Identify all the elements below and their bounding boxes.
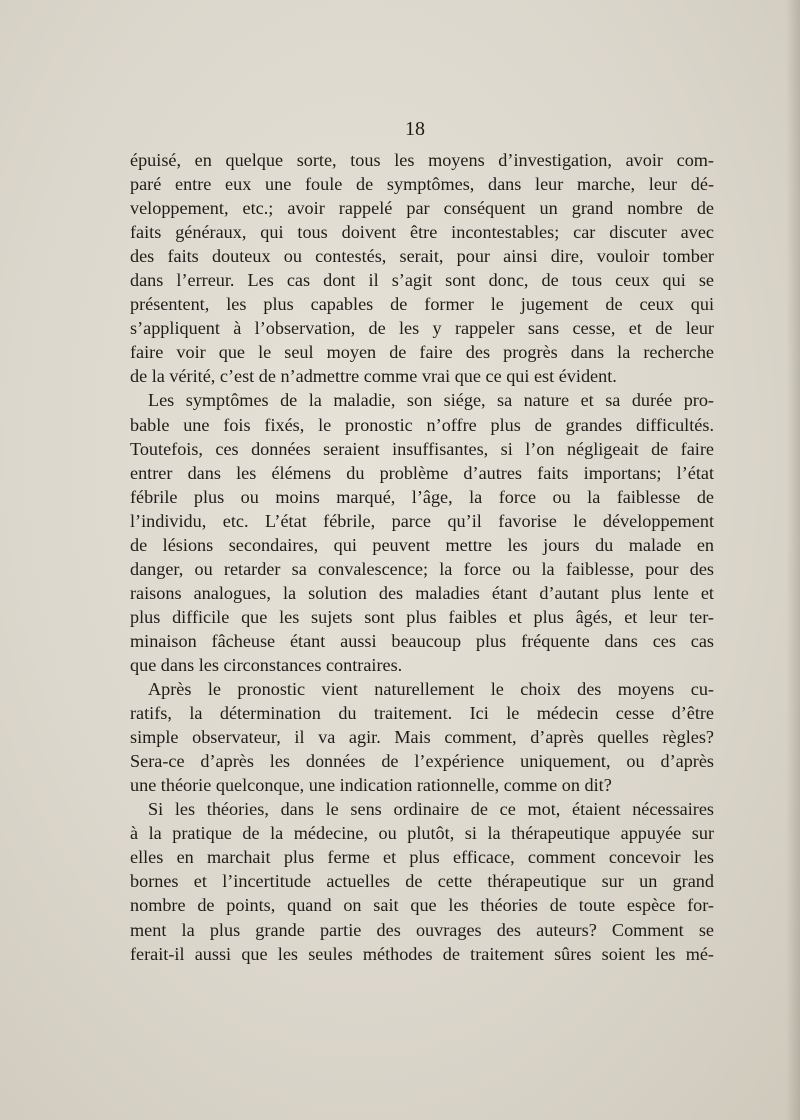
text-line: bable une fois fixés, le pronostic n’offre plus de grandes difficultés.: [130, 414, 714, 435]
text-line: présentent, les plus capables de former le jugement de ceux qui: [130, 294, 714, 315]
page-number: 18: [405, 118, 425, 140]
text-line: fébrile plus ou moins marqué, l’âge, la force ou la faiblesse de: [130, 486, 714, 507]
text-line: ment la plus grande partie des ouvrages des auteurs? Comment se: [130, 919, 714, 940]
text-line: simple observateur, il va agir. Mais comment, d’après quelles règles?: [130, 727, 714, 748]
body-text: [130, 148, 714, 966]
text-line: faits généraux, qui tous doivent être incontestables; car discuter avec: [130, 222, 714, 243]
text-line: bornes et l’incertitude actuelles de cette thérapeutique sur un grand: [130, 871, 714, 892]
text-line: nombre de points, quand on sait que les théories de toute espèce for-: [130, 895, 714, 916]
text-line: dans l’erreur. Les cas dont il s’agit sont donc, de tous ceux qui se: [130, 270, 714, 291]
text-line: minaison fâcheuse étant aussi beaucoup plus fréquente dans ces cas: [130, 630, 714, 651]
text-line: l’individu, etc. L’état fébrile, parce qu’il favorise le développement: [130, 510, 714, 531]
text-line: Si les théories, dans le sens ordinaire de ce mot, étaient nécessaires: [148, 799, 714, 820]
text-line: épuisé, en quelque sorte, tous les moyens d’investigation, avoir com-: [130, 150, 714, 170]
text-line: raisons analogues, la solution des maladies étant d’autant plus lente et: [130, 582, 714, 603]
text-line: s’appliquent à l’observation, de les y rappeler sans cesse, et de leur: [130, 318, 714, 339]
text-line: danger, ou retarder sa convalescence; la force ou la faiblesse, pour des: [130, 558, 714, 579]
text-line: une théorie quelconque, une indication rationnelle, comme on dit?: [130, 775, 612, 796]
text-line: plus difficile que les sujets sont plus faibles et plus âgés, et leur ter-: [130, 606, 714, 627]
text-line: à la pratique de la médecine, ou plutôt, si la thérapeutique appuyée sur: [130, 823, 714, 844]
text-line: entrer dans les élémens du problème d’autres faits importans; l’état: [130, 462, 714, 483]
text-line: veloppement, etc.; avoir rappelé par conséquent un grand nombre de: [130, 198, 714, 219]
text-line: que dans les circonstances contraires.: [130, 654, 403, 675]
text-line: faire voir que le seul moyen de faire des progrès dans la recherche: [130, 342, 714, 363]
text-line: elles en marchait plus ferme et plus efficace, comment concevoir les: [130, 847, 714, 868]
page-edge-shadow: [786, 0, 800, 1120]
text-line: Sera-ce d’après les données de l’expérience uniquement, ou d’après: [130, 751, 714, 772]
text-line: de lésions secondaires, qui peuvent mettre les jours du malade en: [130, 534, 714, 555]
text-line: ratifs, la détermination du traitement. Ici le médecin cesse d’être: [130, 703, 714, 724]
text-line: des faits douteux ou contestés, serait, pour ainsi dire, vouloir tomber: [130, 246, 714, 267]
text-line: Après le pronostic vient naturellement le choix des moyens cu-: [148, 679, 714, 700]
text-line: ferait-il aussi que les seules méthodes de traitement sûres soient les mé-: [130, 943, 714, 964]
text-line: paré entre eux une foule de symptômes, dans leur marche, leur dé-: [130, 174, 714, 195]
text-line: de la vérité, c’est de n’admettre comme vrai que ce qui est évident.: [130, 366, 617, 387]
text-line: Toutefois, ces données seraient insuffisantes, si l’on négligeait de faire: [130, 438, 714, 459]
text-line: Les symptômes de la maladie, son siége, sa nature et sa durée pro-: [148, 390, 714, 411]
